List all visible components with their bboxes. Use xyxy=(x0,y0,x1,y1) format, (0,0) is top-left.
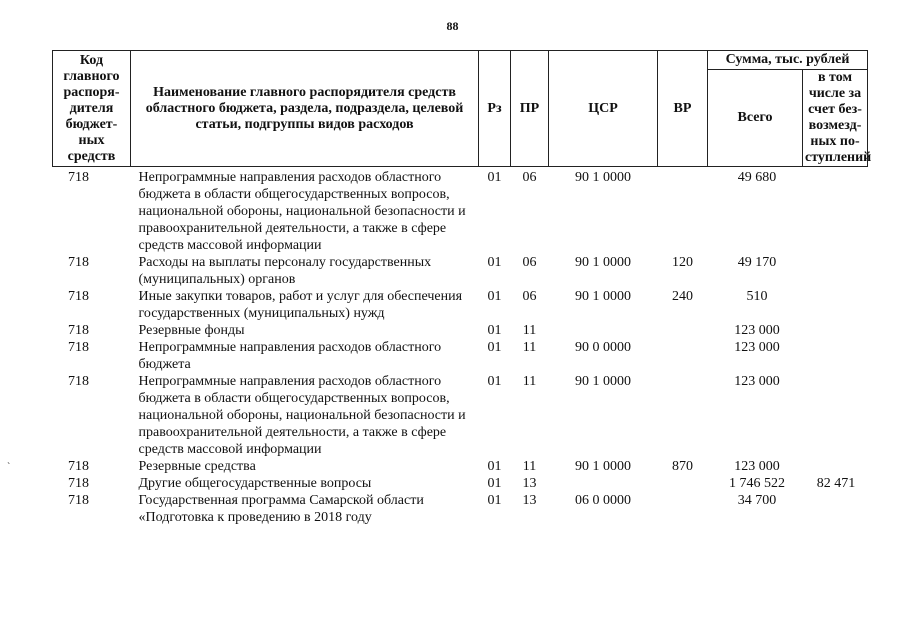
cell-csr: 90 1 0000 xyxy=(575,459,631,474)
table-row xyxy=(53,475,868,492)
cell-vr xyxy=(658,167,708,255)
header-pr: ПР xyxy=(511,51,549,167)
cell-name: Непрограммные направления расходов областного бюджета xyxy=(138,340,442,372)
cell-code: 718 xyxy=(68,170,89,185)
table-row xyxy=(53,458,868,475)
table-header xyxy=(53,51,872,167)
cell-grant xyxy=(803,254,868,288)
table-row xyxy=(53,339,868,373)
cell-rz: 01 xyxy=(487,255,502,270)
cell-grant xyxy=(803,167,868,255)
cell-csr: 90 1 0000 xyxy=(575,255,631,270)
cell-csr: 90 1 0000 xyxy=(575,289,631,304)
cell-pr: 11 xyxy=(522,374,537,389)
cell-name: Расходы на выплаты персоналу государственных (муниципальных) органов xyxy=(138,255,432,287)
cell-pr: 13 xyxy=(522,476,537,491)
cell-pr: 13 xyxy=(522,493,537,508)
cell-pr: 11 xyxy=(522,323,537,338)
cell-code: 718 xyxy=(68,255,89,270)
header-total: Всего xyxy=(708,70,803,167)
cell-total: 34 700 xyxy=(737,493,777,508)
header-rz: Рз xyxy=(479,51,511,167)
table-row xyxy=(53,288,868,322)
cell-total: 1 746 522 xyxy=(729,476,785,491)
cell-pr: 06 xyxy=(522,289,537,304)
header-csr: ЦСР xyxy=(549,51,658,167)
cell-name: Иные закупки товаров, работ и услуг для обеспечения государственных (муниципальных) нужд xyxy=(138,289,463,321)
cell-total: 123 000 xyxy=(734,374,780,389)
cell-name: Непрограммные направления расходов областного бюджета в области общегосударственных вопросов, национальной обороны, национальной безопасности и правоохранительной деятельности, а также в сфере средств массовой информации xyxy=(138,374,466,457)
cell-total: 49 680 xyxy=(737,170,777,185)
cell-code: 718 xyxy=(68,374,89,389)
cell-csr: 90 1 0000 xyxy=(575,170,631,185)
cell-grant xyxy=(803,288,868,322)
cell-csr xyxy=(549,475,658,492)
header-grant: в том числе за счет без-возмезд-ных по-ступлений xyxy=(803,70,868,167)
cell-vr xyxy=(658,492,708,526)
cell-total: 123 000 xyxy=(734,459,780,474)
cell-grant: 82 471 xyxy=(816,476,856,491)
cell-total: 49 170 xyxy=(737,255,777,270)
page-number: 88 xyxy=(446,19,459,33)
cell-name: Непрограммные направления расходов областного бюджета в области общегосударственных вопросов, национальной обороны, национальной безопасности и правоохранительной деятельности, а также в сфере средств массовой информации xyxy=(138,170,466,253)
cell-pr: 06 xyxy=(522,170,537,185)
header-name: Наименование главного распорядителя средств областного бюджета, раздела, подраздела, целевой статьи, подгруппы видов расходов xyxy=(131,51,479,167)
cell-csr xyxy=(549,322,658,339)
cell-code: 718 xyxy=(68,459,89,474)
cell-code: 718 xyxy=(68,340,89,355)
cell-vr: 240 xyxy=(672,289,693,304)
budget-table xyxy=(52,50,872,526)
cell-vr xyxy=(658,322,708,339)
cell-code: 718 xyxy=(68,493,89,508)
cell-rz: 01 xyxy=(487,493,502,508)
cell-csr: 90 0 0000 xyxy=(575,340,631,355)
cell-rz: 01 xyxy=(487,476,502,491)
table-row xyxy=(53,492,868,526)
table-row xyxy=(53,167,868,255)
cell-rz: 01 xyxy=(487,459,502,474)
cell-vr xyxy=(658,373,708,458)
cell-code: 718 xyxy=(68,323,89,338)
cell-code: 718 xyxy=(68,289,89,304)
cell-grant xyxy=(803,339,868,373)
cell-pr: 06 xyxy=(522,255,537,270)
cell-grant xyxy=(803,458,868,475)
stray-mark: ` xyxy=(7,462,11,473)
cell-name: Другие общегосударственные вопросы xyxy=(138,476,372,491)
header-code: Код главного распоря-дителя бюджет-ных средств xyxy=(53,51,131,167)
cell-grant xyxy=(803,492,868,526)
table-row xyxy=(53,322,868,339)
cell-vr xyxy=(658,475,708,492)
cell-csr: 90 1 0000 xyxy=(575,374,631,389)
cell-vr: 120 xyxy=(672,255,693,270)
cell-rz: 01 xyxy=(487,289,502,304)
cell-grant xyxy=(803,322,868,339)
cell-pr: 11 xyxy=(522,459,537,474)
cell-total: 510 xyxy=(746,289,768,304)
cell-rz: 01 xyxy=(487,323,502,338)
header-vr: ВР xyxy=(658,51,708,167)
cell-code: 718 xyxy=(68,476,89,491)
cell-vr: 870 xyxy=(672,459,693,474)
cell-csr: 06 0 0000 xyxy=(575,493,631,508)
cell-grant xyxy=(803,373,868,458)
cell-pr: 11 xyxy=(522,340,537,355)
cell-rz: 01 xyxy=(487,374,502,389)
cell-vr xyxy=(658,339,708,373)
cell-name: Резервные средства xyxy=(138,459,256,474)
table-body xyxy=(53,167,868,527)
table-row xyxy=(53,373,868,458)
cell-rz: 01 xyxy=(487,170,502,185)
cell-rz: 01 xyxy=(487,340,502,355)
cell-total: 123 000 xyxy=(734,340,780,355)
cell-name: Государственная программа Самарской области «Подготовка к проведению в 2018 году xyxy=(138,493,424,525)
cell-name: Резервные фонды xyxy=(138,323,245,338)
cell-total: 123 000 xyxy=(734,323,780,338)
header-sum-group: Сумма, тыс. рублей xyxy=(708,51,868,70)
table-row xyxy=(53,254,868,288)
